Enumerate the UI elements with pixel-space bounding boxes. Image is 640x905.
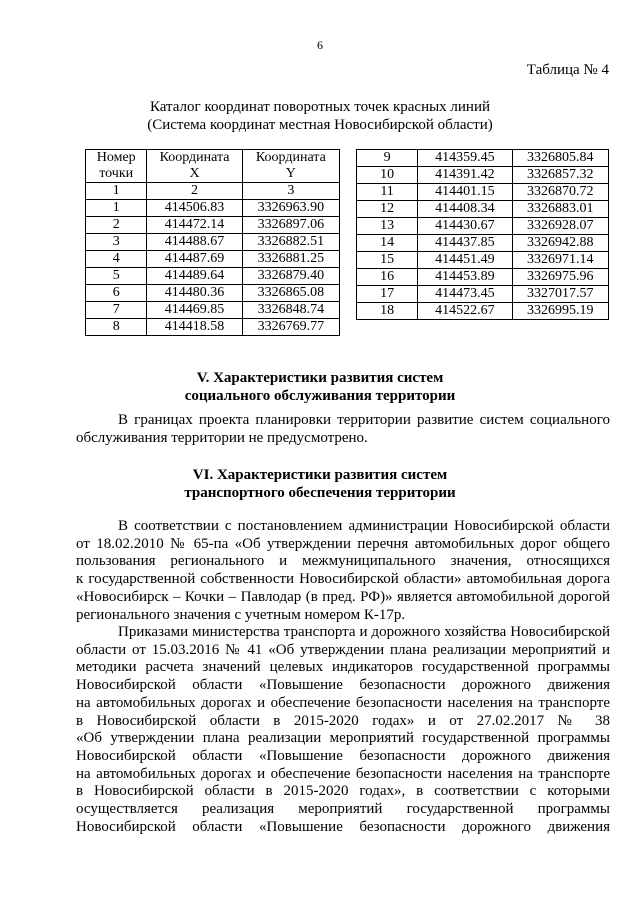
paragraph-line: «Об утверждении плана реализации мероприятий государственной программы (76, 730, 610, 747)
coordinate-x-cell: 414453.89 (418, 269, 512, 286)
paragraph-line: пользования регионального и межмуниципального значения, относящихся (76, 553, 610, 570)
heading-line: транспортного обеспечения территории (184, 485, 456, 501)
table-row (357, 201, 609, 218)
table-label: Таблица № 4 (526, 62, 609, 78)
header-text: Y (285, 166, 296, 181)
point-number-cell: 6 (86, 285, 147, 302)
table-cell: 3 (242, 183, 339, 200)
paragraph-line: к государственной собственности Новосибирской области» автомобильная дорога (76, 571, 610, 588)
coordinate-y-cell: 3326848.74 (242, 302, 339, 319)
coordinate-y-cell: 3326882.51 (242, 234, 339, 251)
table-row (86, 285, 340, 302)
heading-line: VI. Характеристики развития систем (192, 467, 448, 483)
table-row (357, 150, 609, 167)
point-number-cell: 9 (357, 150, 418, 167)
point-number-cell: 14 (357, 235, 418, 252)
header-text: Номер (96, 150, 136, 165)
table-row (357, 286, 609, 303)
coordinate-x-cell: 414418.58 (147, 319, 242, 336)
coordinate-y-cell: 3326769.77 (242, 319, 339, 336)
table-row (86, 234, 340, 251)
heading-line: V. Характеристики развития систем (196, 370, 444, 386)
coordinate-y-cell: 3326857.32 (512, 167, 608, 184)
point-number-cell: 15 (357, 252, 418, 269)
paragraph-line: Новосибирской области «Повышение безопасности дорожного движения (76, 677, 610, 694)
header-coordinate-y (242, 150, 339, 183)
point-number-cell: 1 (86, 200, 147, 217)
coordinate-x-cell: 414480.36 (147, 285, 242, 302)
coordinates-table-right (356, 149, 609, 320)
coordinate-y-cell: 3326870.72 (512, 184, 608, 201)
header-text: X (189, 166, 200, 181)
table-caption (0, 98, 640, 134)
point-number-cell: 16 (357, 269, 418, 286)
coordinate-x-cell: 414430.67 (418, 218, 512, 235)
paragraph-line: на автомобильных дорогах и обеспечение безопасности населения на транспорте (76, 694, 610, 711)
coordinate-y-cell: 3326928.07 (512, 218, 608, 235)
table-row (357, 184, 609, 201)
caption-line-1: Каталог координат поворотных точек красных линий (149, 99, 491, 115)
point-number-cell: 18 (357, 303, 418, 320)
point-number-cell: 17 (357, 286, 418, 303)
coordinate-x-cell: 414487.69 (147, 251, 242, 268)
header-text: Координата (159, 150, 230, 165)
coordinate-x-cell: 414472.14 (147, 217, 242, 234)
table-row (86, 217, 340, 234)
point-number-cell: 13 (357, 218, 418, 235)
paragraph-line: методики расчета значений целевых индикаторов государственной программы (76, 659, 610, 676)
table-row (86, 200, 340, 217)
point-number-cell: 4 (86, 251, 147, 268)
coordinate-y-cell: 3326963.90 (242, 200, 339, 217)
paragraph-line: области от 15.03.2016 № 41 «Об утверждении плана реализации мероприятий и (76, 641, 610, 658)
coordinate-x-cell: 414401.15 (418, 184, 512, 201)
coordinate-x-cell: 414469.85 (147, 302, 242, 319)
header-text: точки (99, 166, 134, 181)
table-cell: 2 (147, 183, 242, 200)
table-row (357, 269, 609, 286)
heading-line: социального обслуживания территории (184, 388, 456, 404)
section-6-heading (0, 466, 640, 502)
paragraph-line: Новосибирской области «Повышение безопасности дорожного движения (76, 818, 610, 835)
paragraph-line: Новосибирской области «Повышение безопасности дорожного движения (76, 747, 610, 764)
paragraph-line: в Новосибирской области в 2015-2020 годах», в соответствии с которыми (76, 783, 610, 800)
coordinate-y-cell: 3326897.06 (242, 217, 339, 234)
paragraph-line: на автомобильных дорогах и обеспечение безопасности населения на транспорте (76, 765, 610, 782)
coordinate-x-cell: 414391.42 (418, 167, 512, 184)
coordinate-x-cell: 414408.34 (418, 201, 512, 218)
paragraph-line: обслуживания территории не предусмотрено. (76, 429, 368, 446)
point-number-cell: 5 (86, 268, 147, 285)
coordinate-y-cell: 3326995.19 (512, 303, 608, 320)
table-row (357, 235, 609, 252)
point-number-cell: 11 (357, 184, 418, 201)
header-coordinate-x (147, 150, 242, 183)
coordinate-x-cell: 414489.64 (147, 268, 242, 285)
coordinate-x-cell: 414488.67 (147, 234, 242, 251)
coordinate-y-cell: 3326942.88 (512, 235, 608, 252)
paragraph-line: регионального значения с учетным номером К-17р. (76, 606, 406, 623)
table-row (357, 252, 609, 269)
coordinate-y-cell: 3326805.84 (512, 150, 608, 167)
paragraph-line: от 18.02.2010 № 65-па «Об утверждении перечня автомобильных дорог общего (76, 535, 610, 552)
coordinate-x-cell: 414359.45 (418, 150, 512, 167)
coordinate-y-cell: 3326975.96 (512, 269, 608, 286)
section-5-heading (0, 369, 640, 405)
table-row (86, 302, 340, 319)
coordinates-table-left (85, 149, 340, 336)
coordinate-x-cell: 414473.45 (418, 286, 512, 303)
point-number-cell: 12 (357, 201, 418, 218)
coordinate-y-cell: 3327017.57 (512, 286, 608, 303)
section-6-paragraph-1 (76, 518, 610, 624)
point-number-cell: 8 (86, 319, 147, 336)
paragraph-line: в Новосибирской области в 2015-2020 годах» и от 27.02.2017 № 38 (76, 712, 610, 729)
coordinate-y-cell: 3326881.25 (242, 251, 339, 268)
paragraph-line: Приказами министерства транспорта и дорожного хозяйства Новосибирской (118, 624, 610, 640)
table-row (357, 218, 609, 235)
table-cell: 1 (86, 183, 147, 200)
coordinate-x-cell: 414522.67 (418, 303, 512, 320)
coordinate-x-cell: 414506.83 (147, 200, 242, 217)
caption-line-2: (Система координат местная Новосибирской области) (147, 117, 493, 133)
coordinate-y-cell: 3326883.01 (512, 201, 608, 218)
paragraph-line: «Новосибирск – Кочки – Павлодар (в пред. РФ)» является автомобильной дорогой (76, 588, 610, 605)
header-text: Координата (255, 150, 326, 165)
coordinate-y-cell: 3326865.08 (242, 285, 339, 302)
section-5-paragraph (76, 412, 610, 447)
column-numbering-row (86, 183, 340, 200)
paragraph-line: В соответствии с постановлением администрации Новосибирской области (118, 518, 610, 534)
page-number: 6 (317, 38, 323, 52)
coordinate-y-cell: 3326879.40 (242, 268, 339, 285)
point-number-cell: 10 (357, 167, 418, 184)
point-number-cell: 7 (86, 302, 147, 319)
paragraph-line: В границах проекта планировки территории развитие систем социального (118, 412, 610, 428)
table-row (357, 303, 609, 320)
table-row (357, 167, 609, 184)
table-header-row (86, 150, 340, 183)
coordinate-x-cell: 414437.85 (418, 235, 512, 252)
table-row (86, 268, 340, 285)
paragraph-line: осуществляется реализация мероприятий государственной программы (76, 801, 610, 818)
point-number-cell: 2 (86, 217, 147, 234)
table-row (86, 251, 340, 268)
coordinate-y-cell: 3326971.14 (512, 252, 608, 269)
section-6-paragraph-2 (76, 624, 610, 836)
coordinate-x-cell: 414451.49 (418, 252, 512, 269)
header-point-number (86, 150, 147, 183)
point-number-cell: 3 (86, 234, 147, 251)
table-row (86, 319, 340, 336)
